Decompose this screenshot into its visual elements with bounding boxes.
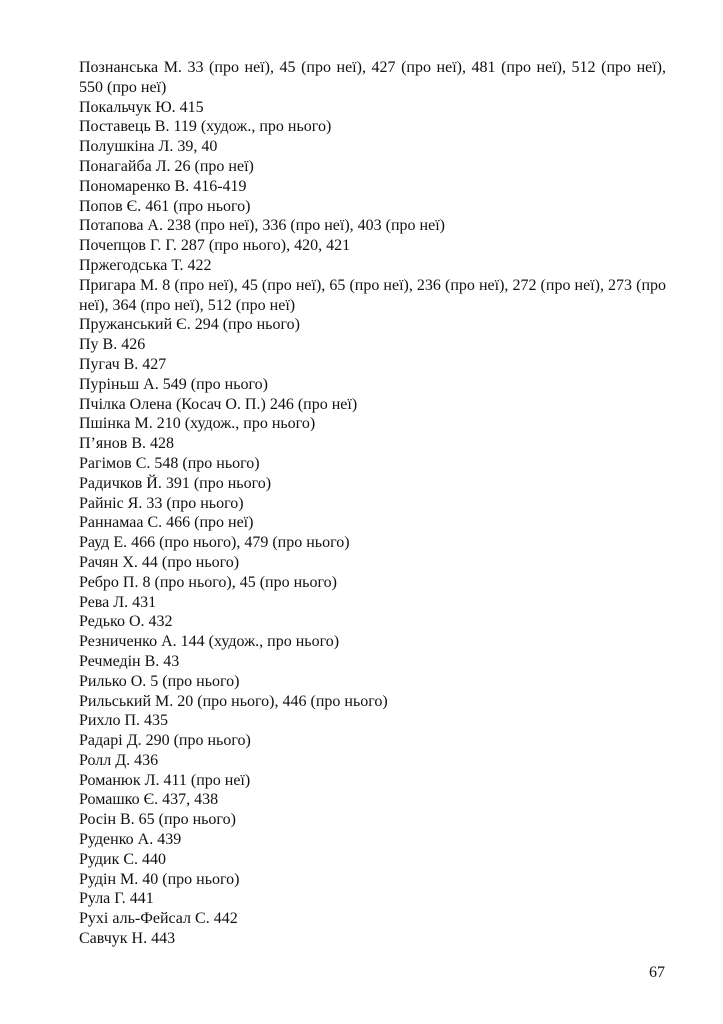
index-entry: Полушкіна Л. 39, 40 xyxy=(79,138,218,156)
index-entry: Пржегодська Т. 422 xyxy=(79,256,212,274)
index-entry: Рагімов С. 548 (про нього) xyxy=(79,454,260,472)
page-number: 67 xyxy=(649,964,665,981)
index-entry: Пчілка Олена (Косач О. П.) 246 (про неї) xyxy=(79,395,358,413)
index-entry: Рудін М. 40 (про нього) xyxy=(79,870,240,888)
index-entry: Речмедін В. 43 xyxy=(79,652,180,670)
index-entry: Рихло П. 435 xyxy=(79,712,168,730)
index-entry: Ромашко Є. 437, 438 xyxy=(79,791,219,809)
index-entry: Почепцов Г. Г. 287 (про нього), 420, 421 xyxy=(79,237,351,255)
index-entry: Понагайба Л. 26 (про неї) xyxy=(79,157,254,175)
index-entry: Рауд Е. 466 (про нього), 479 (про нього) xyxy=(79,534,350,552)
index-entry: Рухі аль-Фейсал С. 442 xyxy=(79,910,238,928)
index-entry: Радарі Д. 290 (про нього) xyxy=(79,732,251,750)
index-entry: Ролл Д. 436 xyxy=(79,751,159,769)
index-entry: Познанська М. 33 (про неї), 45 (про неї), 427 (про неї), 481 (про неї), 512 (про неї), 550 (про неї) xyxy=(79,59,666,96)
index-entry: Радичков Й. 391 (про нього) xyxy=(79,474,272,492)
index-entry: Ребро П. 8 (про нього), 45 (про нього) xyxy=(79,573,337,591)
index-entry: Романюк Л. 411 (про неї) xyxy=(79,771,251,789)
index-entry: Раннамаа С. 466 (про неї) xyxy=(79,514,254,532)
index-entry: Пригара М. 8 (про неї), 45 (про неї), 65 (про неї), 236 (про неї), 272 (про неї), 273 (про неї), 364 (про неї), 512 (про неї) xyxy=(79,276,666,314)
index-entry: Потапова А. 238 (про неї), 336 (про неї), 403 (про неї) xyxy=(79,217,445,235)
index-entry: Руденко А. 439 xyxy=(79,831,182,849)
index-entry: Рилько О. 5 (про нього) xyxy=(79,672,240,690)
index-entry: Савчук Н. 443 xyxy=(79,930,176,948)
index-entry: Попов Є. 461 (про нього) xyxy=(79,197,251,215)
index-entry: Рачян Х. 44 (про нього) xyxy=(79,553,240,571)
index-entry: Пугач В. 427 xyxy=(79,355,167,373)
index-entry: Рудик С. 440 xyxy=(79,850,167,868)
index-entry: Поставець В. 119 (худож., про нього) xyxy=(79,118,332,136)
name-index-list xyxy=(79,58,666,949)
index-entry: Резниченко А. 144 (худож., про нього) xyxy=(79,633,340,651)
index-entry: Рильський М. 20 (про нього), 446 (про нього) xyxy=(79,692,388,710)
index-entry: Покальчук Ю. 415 xyxy=(79,98,204,116)
index-entry: Рула Г. 441 xyxy=(79,890,154,908)
index-entry: Пономаренко В. 416-419 xyxy=(79,177,247,195)
index-entry: Пшінка М. 210 (худож., про нього) xyxy=(79,415,316,433)
index-entry: Райніс Я. 33 (про нього) xyxy=(79,494,244,512)
index-entry: Редько О. 432 xyxy=(79,613,173,631)
index-entry: Рева Л. 431 xyxy=(79,593,157,611)
index-entry: Пу В. 426 xyxy=(79,336,146,354)
index-entry: П’янов В. 428 xyxy=(79,435,175,453)
index-entry: Росін В. 65 (про нього) xyxy=(79,811,236,829)
index-entry: Пуріньш А. 549 (про нього) xyxy=(79,375,268,393)
index-entry: Пружанський Є. 294 (про нього) xyxy=(79,316,300,334)
